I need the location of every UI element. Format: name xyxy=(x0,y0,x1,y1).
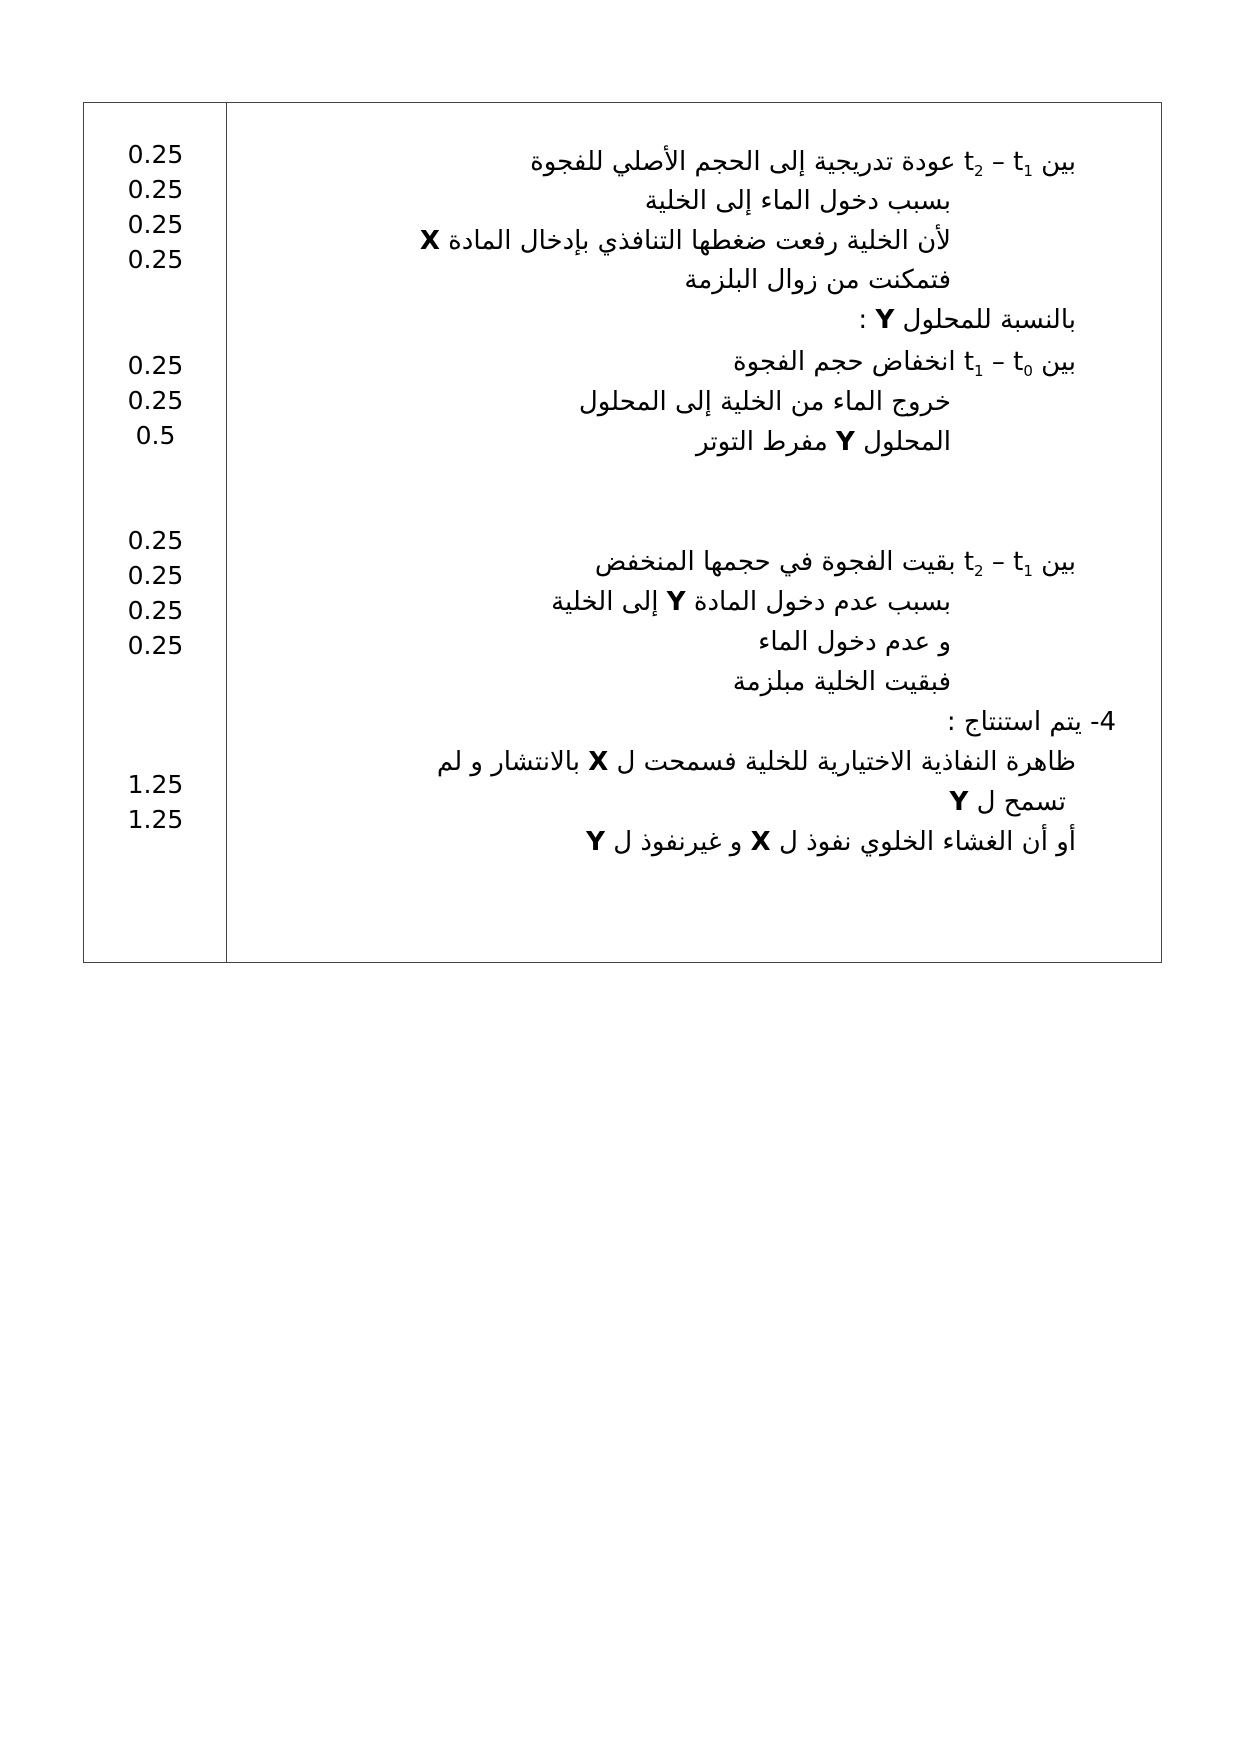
answer-line-5: بالنسبة للمحلول Y : xyxy=(858,305,1076,335)
score-10: 0.25 xyxy=(127,596,184,625)
score-9: 0.25 xyxy=(127,561,184,590)
answer-line-11: و عدم دخول الماء xyxy=(758,627,951,657)
score-8: 0.25 xyxy=(127,526,184,555)
score-7: 0.5 xyxy=(135,421,176,450)
answer-line-12: فبقيت الخلية مبلزمة xyxy=(732,667,951,697)
answer-line-1: بين $t_2 - t_1$ عودة تدريجية إلى الحجم الأصلي للفجوة xyxy=(530,147,1076,181)
answer-content xyxy=(227,103,1161,962)
score-3: 0.25 xyxy=(127,210,184,239)
answer-line-9: بين $t_2 - t_1$ بقيت الفجوة في حجمها المنخفض xyxy=(594,547,1076,581)
answer-table xyxy=(83,102,1162,963)
answer-line-10: بسبب عدم دخول المادة Y إلى الخلية xyxy=(551,587,951,617)
score-13: 1.25 xyxy=(127,805,184,834)
answer-line-4: فتمكنت من زوال البلزمة xyxy=(684,265,951,295)
answer-line-8: المحلول Y مفرط التوتر xyxy=(696,427,951,457)
answer-line-13: 4- يتم استنتاج : xyxy=(946,707,1116,737)
answer-line-2: بسبب دخول الماء إلى الخلية xyxy=(644,186,951,216)
score-4: 0.25 xyxy=(127,245,184,274)
score-6: 0.25 xyxy=(127,386,184,415)
score-1: 0.25 xyxy=(127,140,184,169)
answer-line-15: تسمح ل Y xyxy=(949,787,1066,817)
answer-line-16: أو أن الغشاء الخلوي نفوذ ل X و غيرنفوذ ل Y xyxy=(586,827,1076,857)
answer-line-14: ظاهرة النفاذية الاختيارية للخلية فسمحت ل X بالانتشار و لم xyxy=(436,747,1076,777)
score-column xyxy=(84,103,227,962)
answer-line-7: خروج الماء من الخلية إلى المحلول xyxy=(578,387,951,417)
score-2: 0.25 xyxy=(127,175,184,204)
answer-line-6: بين $t_1 - t_0$ انخفاض حجم الفجوة xyxy=(732,347,1076,381)
answer-line-3: لأن الخلية رفعت ضغطها التنافذي بإدخال المادة X xyxy=(419,226,951,256)
score-5: 0.25 xyxy=(127,351,184,380)
score-12: 1.25 xyxy=(127,770,184,799)
score-11: 0.25 xyxy=(127,631,184,660)
